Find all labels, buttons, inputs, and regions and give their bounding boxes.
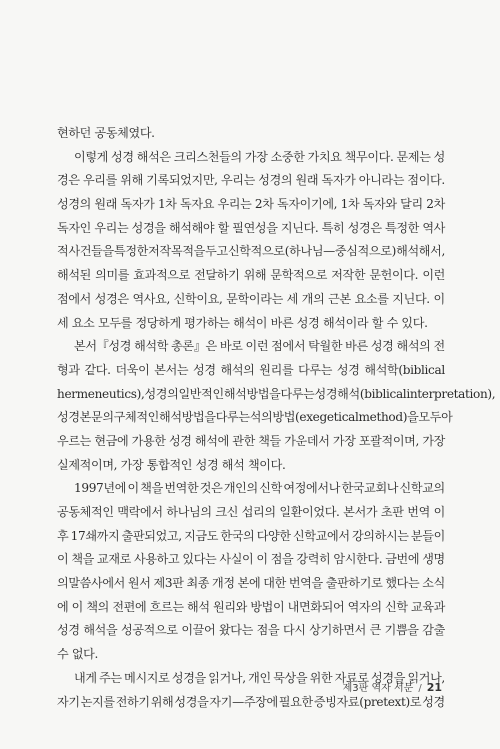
word: 다루는 xyxy=(298,362,333,377)
word: 효과적으로 xyxy=(133,268,190,283)
word: 성경을 xyxy=(171,670,206,685)
word: 전 xyxy=(433,339,445,354)
word: 독자요 xyxy=(180,197,215,212)
word: 신학 xyxy=(259,481,282,496)
word: 자기 xyxy=(57,694,80,709)
word: 해석해서, xyxy=(396,244,445,259)
word: 해석에 xyxy=(194,433,229,448)
word: 위한 xyxy=(309,670,333,685)
text-line xyxy=(57,406,453,430)
word: 책무이다. xyxy=(344,149,394,164)
word: 가운데서 xyxy=(284,433,330,448)
word: 해석을 xyxy=(83,623,118,638)
word: 해석학 xyxy=(134,339,169,354)
word: 해석학(biblical xyxy=(364,362,445,377)
word: 자료로 xyxy=(334,670,369,685)
word: 2차 xyxy=(254,197,274,212)
word: 출판되었고, xyxy=(121,528,182,543)
page-number: 21 xyxy=(426,681,442,694)
word: 1997년에 xyxy=(74,481,127,496)
word: 점을 xyxy=(256,623,280,638)
word: 문학이라는 xyxy=(226,291,283,306)
word: 원리를 xyxy=(259,362,294,377)
word: 소중한 xyxy=(270,149,305,164)
word: 1차 xyxy=(340,197,360,212)
word: 지닌다. xyxy=(392,291,430,306)
text-line xyxy=(57,691,445,715)
word: 왔다는 xyxy=(218,623,253,638)
word: 이 xyxy=(433,291,445,306)
word: 달리 xyxy=(400,197,423,212)
word: 독자이기에, xyxy=(277,197,338,212)
word: 번역을 xyxy=(288,576,323,591)
text-line xyxy=(57,288,445,312)
word: 적 xyxy=(57,244,69,259)
word: 아니라는 xyxy=(358,173,405,188)
word: 논지를 xyxy=(80,694,115,709)
text-line xyxy=(57,430,445,454)
word: interpretation), xyxy=(406,386,496,401)
word: 했다는 xyxy=(385,576,420,591)
word: 후 xyxy=(57,528,69,543)
word: 성경을 xyxy=(174,694,209,709)
word: 경은 xyxy=(57,173,80,188)
word: 의미를 xyxy=(95,268,130,283)
word: 사실이 xyxy=(219,552,254,567)
word: 금번에 xyxy=(385,552,420,567)
word: 해석은 xyxy=(136,149,171,164)
word: 감출 xyxy=(422,623,445,638)
text-line: 현하던 공동체였다. xyxy=(57,126,155,140)
word: 총론』은 xyxy=(171,339,217,354)
word: 필연성을 xyxy=(232,220,278,235)
word: 에 xyxy=(57,599,69,614)
word: 아 xyxy=(441,410,453,425)
word: 역사 xyxy=(422,220,445,235)
word: 특히 xyxy=(321,220,345,235)
word: 우리를 xyxy=(82,173,117,188)
word: 제3판 xyxy=(153,576,184,591)
text-line xyxy=(57,264,445,288)
word: 소식 xyxy=(422,576,445,591)
word: 모두 xyxy=(418,410,442,425)
word: 필요한 xyxy=(278,694,313,709)
text-line xyxy=(57,169,445,193)
word: 신학교에서 xyxy=(292,528,350,543)
word: 기록되었지만, xyxy=(146,173,218,188)
word: 포괄적이며, xyxy=(358,433,420,448)
word: 역자의 xyxy=(347,599,382,614)
word: 우리는 xyxy=(94,220,129,235)
word: 주는 xyxy=(99,670,122,685)
word: 점이다. xyxy=(407,173,445,188)
word: 읽거나, xyxy=(407,670,445,685)
word: 가장 xyxy=(332,433,356,448)
word: 상기하면서 xyxy=(309,623,366,638)
word: 이 xyxy=(256,552,268,567)
word: 성경은 xyxy=(94,291,129,306)
word: 특정한 xyxy=(114,244,148,259)
word: 저작 xyxy=(148,244,171,259)
word: 특정한 xyxy=(385,220,420,235)
word: 우리는 xyxy=(217,197,252,212)
word: 전달하기 xyxy=(194,268,240,283)
word: 같다. xyxy=(84,362,111,377)
word: 형과 xyxy=(57,362,80,377)
word: 원리와 xyxy=(213,599,247,614)
word: 성경 xyxy=(314,386,338,401)
word: 묵상을 xyxy=(273,670,308,685)
word: 원서 xyxy=(127,576,151,591)
word: 이런 xyxy=(422,268,445,283)
word: 신학교의 xyxy=(399,481,445,496)
word: 읽거나, xyxy=(208,670,246,685)
text-line xyxy=(57,359,445,383)
word: 원래 xyxy=(94,197,118,212)
word: hermeneutics), xyxy=(57,386,145,401)
word: 분들이 xyxy=(410,528,445,543)
word: 강력히 xyxy=(296,552,331,567)
word: 본문의 xyxy=(79,410,114,425)
word: 성경의 xyxy=(144,386,179,401)
word: 전편에 xyxy=(112,599,147,614)
word: 출판하기로 xyxy=(325,576,383,591)
word: 이 xyxy=(127,481,139,496)
word: 점에서 xyxy=(271,339,306,354)
word: 성경 xyxy=(370,339,394,354)
word: 바로 xyxy=(219,339,243,354)
word: 신학이요, xyxy=(173,291,223,306)
word: 점에서 xyxy=(57,291,91,306)
word: 한국의 xyxy=(220,528,255,543)
word: method)을 xyxy=(358,410,419,425)
word: 강의하시는 xyxy=(351,528,409,543)
text-line xyxy=(57,596,445,620)
word: 대한 xyxy=(263,576,286,591)
text-line xyxy=(57,548,445,572)
word: 한국교회나 xyxy=(341,481,399,496)
word: 여정에서나 xyxy=(283,481,341,496)
text-line xyxy=(57,193,445,217)
word: 성경 xyxy=(57,410,80,425)
body-text xyxy=(57,122,496,714)
word: 해석 xyxy=(159,410,182,425)
word: 목적을 xyxy=(170,244,205,259)
word: 방법을 xyxy=(246,386,281,401)
text-line xyxy=(57,335,445,359)
word: 사용하고 xyxy=(134,552,180,567)
word: 우르는 xyxy=(57,433,91,448)
text-line: 세 요소 모두를 정당하게 평가하는 해석이 바른 성경 해석이라 할 수 있다. xyxy=(57,315,428,330)
word: 개정 xyxy=(212,576,235,591)
word: 성경 xyxy=(57,623,80,638)
word: 본서는 xyxy=(154,362,189,377)
word: 책의 xyxy=(86,599,110,614)
word: 독자가 xyxy=(120,197,155,212)
word: 증빙자료(pretext)로 xyxy=(313,694,422,709)
word: 공동체적인 xyxy=(57,505,114,519)
word: 자기—주장에 xyxy=(209,694,278,709)
word: 성공적으로 xyxy=(120,623,178,638)
word: 교육과 xyxy=(410,599,445,614)
word: 세 xyxy=(286,291,299,306)
word: 다양한 xyxy=(256,528,291,543)
word: 신학적으로 xyxy=(227,244,285,259)
word: 의말씀사에서 xyxy=(57,576,125,591)
word: 방법(exegetical xyxy=(272,410,359,425)
word: 책을 xyxy=(140,481,163,496)
word: 개인의 xyxy=(223,481,258,496)
word: 있다는 xyxy=(182,552,217,567)
word: 이 xyxy=(57,552,69,567)
word: 성경 xyxy=(422,694,445,709)
footer-separator: / xyxy=(418,683,422,694)
word: 본에 xyxy=(237,576,261,591)
word: 교재로 xyxy=(97,552,132,567)
word: 2차 xyxy=(426,197,445,212)
text-line xyxy=(57,619,445,643)
word: 두고 xyxy=(205,244,228,259)
word: 크리스천들의 xyxy=(173,149,242,164)
word: 맥락에서 xyxy=(117,505,163,519)
word: 1차 xyxy=(157,197,177,212)
word: 번역 xyxy=(407,505,430,519)
word: 본서『성경 xyxy=(74,339,132,354)
word: 다루는 xyxy=(280,386,315,401)
text-line xyxy=(57,501,445,525)
word: 이런 xyxy=(245,339,269,354)
word: 다루는 xyxy=(215,410,250,425)
word: 번역한 xyxy=(164,481,199,496)
word: 위해 xyxy=(120,173,143,188)
word: 본서가 xyxy=(343,505,378,519)
word: 성경은 xyxy=(347,220,382,235)
word: 크신 xyxy=(215,505,239,519)
word: 해석 xyxy=(187,599,210,614)
word: 최종 xyxy=(186,576,210,591)
word: 섭리의 xyxy=(241,505,276,519)
word: 독자가 xyxy=(321,173,356,188)
word: 해석 xyxy=(223,386,247,401)
word: 역사요, xyxy=(132,291,170,306)
word: 방법이 xyxy=(250,599,285,614)
word: (하나님—중심적으로) xyxy=(284,244,396,259)
text-line xyxy=(57,572,445,596)
word: 탁월한 xyxy=(308,339,343,354)
word: 일환이었다. xyxy=(279,505,340,519)
running-footer-title: 제3판 역자 서문 xyxy=(342,683,414,694)
word: 구체적인 xyxy=(113,410,160,425)
word: 흐르는 xyxy=(149,599,184,614)
word: 책을 xyxy=(71,552,95,567)
word: 독자인 xyxy=(57,220,91,235)
word: 점을 xyxy=(270,552,294,567)
word: 17쇄까지 xyxy=(70,528,120,543)
word: 성경 xyxy=(336,362,360,377)
word: 가장 xyxy=(422,433,445,448)
text-line xyxy=(57,477,445,501)
word: 문학적으로 xyxy=(270,268,328,283)
text-line xyxy=(57,146,445,170)
word: 독자와 xyxy=(362,197,397,212)
word: 성경을 xyxy=(131,220,166,235)
word: 우리는 xyxy=(220,173,255,188)
word: 하나님의 xyxy=(166,505,212,519)
text-line: 수 없다. xyxy=(57,647,98,662)
word: 위해 xyxy=(150,694,174,709)
word: 내게 xyxy=(74,670,97,685)
word: 해석의 xyxy=(220,362,255,377)
word: 문제는 xyxy=(396,149,431,164)
word: 해석해야 xyxy=(168,220,215,235)
word: 이렇게 xyxy=(74,149,108,164)
word: 초판 xyxy=(380,505,404,519)
word: 더욱이 xyxy=(115,362,150,377)
word: 가장 xyxy=(244,149,268,164)
word: 일반적인 xyxy=(178,386,224,401)
word: 암시한다. xyxy=(333,552,383,567)
word: 성경의 xyxy=(258,173,293,188)
word: 신학 xyxy=(384,599,408,614)
word: 원래 xyxy=(295,173,319,188)
word: 할 xyxy=(217,220,229,235)
text-line xyxy=(57,240,445,264)
word: 이 xyxy=(433,505,445,519)
text-line xyxy=(57,525,445,549)
word: 다시 xyxy=(282,623,306,638)
word: 성경을 xyxy=(371,670,406,685)
word: 방법을 xyxy=(181,410,216,425)
word: 근본 xyxy=(328,291,351,306)
word: 바른 xyxy=(345,339,368,354)
word: 생명 xyxy=(422,552,445,567)
text-line xyxy=(57,383,496,407)
word: 책들 xyxy=(258,433,281,448)
word: 가용한 xyxy=(131,433,166,448)
word: 개의 xyxy=(301,291,325,306)
word: 지닌다. xyxy=(280,220,319,235)
word: 성 xyxy=(433,149,445,164)
word: 요소를 xyxy=(354,291,389,306)
word: 지금도 xyxy=(184,528,219,543)
word: 전하기 xyxy=(115,694,150,709)
word: 저작한 xyxy=(331,268,366,283)
word: 석의 xyxy=(249,410,273,425)
word: 이끌어 xyxy=(181,623,216,638)
text-line xyxy=(57,217,445,241)
word: 성경 xyxy=(168,433,192,448)
word: 해석의 xyxy=(396,339,431,354)
word: 이 xyxy=(71,599,84,614)
page-footer xyxy=(343,679,442,694)
word: 내면화되어 xyxy=(287,599,345,614)
word: 해석된 xyxy=(57,268,91,283)
word: 성경의 xyxy=(57,197,91,212)
word: 가치요 xyxy=(307,149,342,164)
word: 성경 xyxy=(193,362,216,377)
word: 사건들을 xyxy=(68,244,114,259)
word: 위해 xyxy=(243,268,267,283)
word: 메시지로 xyxy=(124,670,170,685)
word: 기쁨을 xyxy=(384,623,419,638)
word: 것은 xyxy=(199,481,223,496)
word: 해석(biblical xyxy=(337,386,407,401)
text-line: 실제적이며, 가장 통합적인 성경 해석 책이다. xyxy=(57,457,286,472)
word: 문헌이다. xyxy=(369,268,419,283)
word: 개인 xyxy=(248,670,271,685)
word: 현금에 xyxy=(94,433,129,448)
word: 관한 xyxy=(232,433,255,448)
word: 성경 xyxy=(111,149,134,164)
word: 큰 xyxy=(369,623,381,638)
